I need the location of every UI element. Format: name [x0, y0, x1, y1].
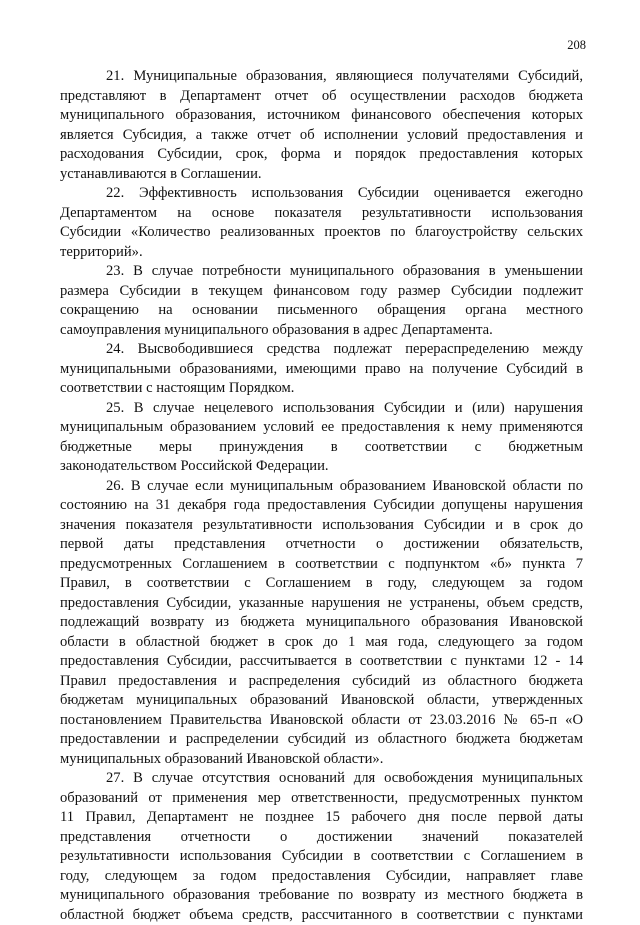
text-line: первой даты представления отчетности о достижении обязательств, [60, 535, 583, 555]
text-line: 23. В случае потребности муниципального образования в уменьшении [60, 262, 583, 282]
text-line: бюджетам муниципальных образований Ивановской области, утвержденных [60, 691, 583, 711]
paragraph [60, 477, 583, 770]
text-line: территорий». [60, 243, 583, 263]
paragraph [60, 340, 583, 399]
text-line: бюджетные меры принуждения в соответствии с бюджетным [60, 438, 583, 458]
text-line: 21. Муниципальные образования, являющиеся получателями Субсидий, [60, 67, 583, 87]
text-line: предоставлении и распределении субсидий из областного бюджета бюджетам [60, 730, 583, 750]
paragraph [60, 184, 583, 262]
text-line: расходования Субсидии, срок, форма и порядок предоставления которых [60, 145, 583, 165]
page-number: 208 [567, 38, 586, 53]
paragraph [60, 769, 583, 925]
text-line: значения показателя результативности использования Субсидии и в срок до [60, 516, 583, 536]
text-line: предоставления Субсидии, указанные нарушения не устранены, объем средств, [60, 594, 583, 614]
text-line: 24. Высвободившиеся средства подлежат перераспределению между [60, 340, 583, 360]
text-line: муниципального образования требование по возврату из местного бюджета в [60, 886, 583, 906]
text-line: размера Субсидии в текущем финансовом году размер Субсидии подлежит [60, 282, 583, 302]
text-line: 27. В случае отсутствия оснований для освобождения муниципальных [60, 769, 583, 789]
text-line: 11 Правил, Департамент не позднее 15 рабочего дня после первой даты [60, 808, 583, 828]
text-line: представляют в Департамент отчет об осуществлении расходов бюджета [60, 87, 583, 107]
text-line: устанавливаются в Соглашении. [60, 165, 583, 185]
text-line: Департаментом на основе показателя результативности использования [60, 204, 583, 224]
text-line: Правил, в соответствии с Соглашением в году, следующем за годом [60, 574, 583, 594]
paragraph [60, 399, 583, 477]
text-line: является Субсидия, а также отчет об исполнении условий предоставления и [60, 126, 583, 146]
text-line: самоуправления муниципального образования в адрес Департамента. [60, 321, 583, 341]
text-line: образований от применения мер ответственности, предусмотренных пунктом [60, 789, 583, 809]
text-line: предусмотренных Соглашением в соответствии с подпунктом «б» пункта 7 [60, 555, 583, 575]
text-line: муниципальными образованиями, имеющими право на получение Субсидий в [60, 360, 583, 380]
text-line: предоставления Субсидии, рассчитывается в соответствии с пунктами 12 - 14 [60, 652, 583, 672]
text-line: Субсидии «Количество реализованных проектов по благоустройству сельских [60, 223, 583, 243]
text-line: постановлением Правительства Ивановской области от 23.03.2016 № 65-п «О [60, 711, 583, 731]
text-line: соответствии с настоящим Порядком. [60, 379, 583, 399]
text-line: муниципальных образований Ивановской области». [60, 750, 583, 770]
text-line: году, следующем за годом предоставления Субсидии, направляет главе [60, 867, 583, 887]
text-line: состоянию на 31 декабря года предоставления Субсидии допущены нарушения [60, 496, 583, 516]
text-line: представления отчетности о достижении значений показателей [60, 828, 583, 848]
text-line: 26. В случае если муниципальным образованием Ивановской области по [60, 477, 583, 497]
document-body [60, 67, 583, 925]
text-line: результативности использования Субсидии в соответствии с Соглашением в [60, 847, 583, 867]
paragraph [60, 262, 583, 340]
text-line: муниципальным образованием условий ее предоставления к нему применяются [60, 418, 583, 438]
text-line: сокращению на основании письменного обращения органа местного [60, 301, 583, 321]
text-line: Правил предоставления и распределения субсидий из областного бюджета [60, 672, 583, 692]
text-line: области в областной бюджет в срок до 1 мая года, следующего за годом [60, 633, 583, 653]
text-line: подлежащий возврату из бюджета муниципального образования Ивановской [60, 613, 583, 633]
text-line: 22. Эффективность использования Субсидии оценивается ежегодно [60, 184, 583, 204]
text-line: законодательством Российской Федерации. [60, 457, 583, 477]
text-line: областной бюджет объема средств, рассчитанного в соответствии с пунктами [60, 906, 583, 925]
paragraph [60, 67, 583, 184]
text-line: 25. В случае нецелевого использования Субсидии и (или) нарушения [60, 399, 583, 419]
text-line: муниципального образования, источником финансового обеспечения которых [60, 106, 583, 126]
